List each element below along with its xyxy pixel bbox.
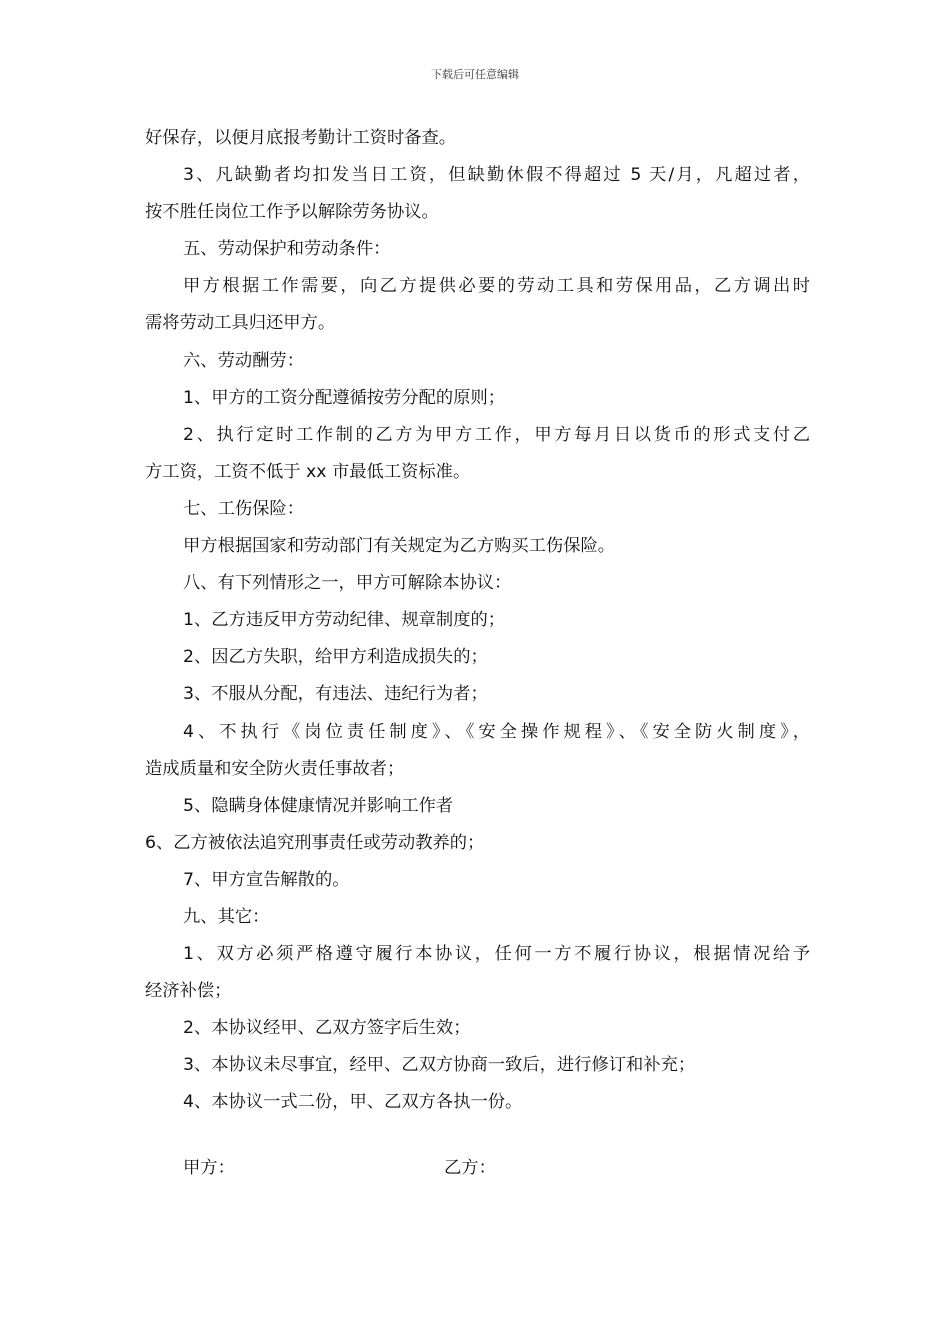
paragraph-line: 甲方根据国家和劳动部门有关规定为乙方购买工伤保险。	[183, 536, 616, 557]
paragraph-line: 甲方根据工作需要，向乙方提供必要的劳动工具和劳保用品，乙方调出时	[183, 276, 810, 297]
paragraph-line: 经济补偿；	[145, 981, 232, 1002]
section-heading: 六、劳动酬劳：	[183, 350, 304, 371]
paragraph-line: 7、甲方宣告解散的。	[183, 869, 350, 890]
paragraph-line: 3、不服从分配，有违法、违纪行为者；	[183, 684, 488, 705]
paragraph-line: 2、因乙方失职，给甲方利造成损失的；	[183, 647, 488, 668]
signature-block	[183, 1153, 783, 1183]
paragraph-line: 2、本协议经甲、乙双方签字后生效；	[183, 1018, 471, 1039]
page-header: 下载后可任意编辑	[431, 68, 519, 81]
paragraph-line: 3、凡缺勤者均扣发当日工资，但缺勤休假不得超过 5 天/月，凡超过者，	[183, 165, 810, 186]
paragraph-line: 1、甲方的工资分配遵循按劳分配的原则；	[183, 387, 506, 408]
paragraph-line: 6、乙方被依法追究刑事责任或劳动教养的；	[145, 832, 485, 853]
paragraph-line: 好保存，以便月底报考勤计工资时备查。	[145, 128, 457, 148]
party-b-signature-label: 乙方：	[444, 1158, 496, 1178]
document-body	[145, 120, 810, 1122]
section-heading: 五、劳动保护和劳动条件：	[183, 239, 391, 260]
paragraph-line: 按不胜任岗位工作予以解除劳务协议。	[145, 202, 439, 223]
section-heading: 八、有下列情形之一，甲方可解除本协议：	[183, 573, 512, 594]
paragraph-line: 2、执行定时工作制的乙方为甲方工作，甲方每月日以货币的形式支付乙	[183, 424, 810, 445]
paragraph-line: 方工资，工资不低于 xx 市最低工资标准。	[145, 461, 471, 482]
paragraph-line: 4、本协议一式二份，甲、乙双方各执一份。	[183, 1092, 523, 1113]
party-a-signature-label: 甲方：	[183, 1158, 235, 1178]
paragraph-line: 1、双方必须严格遵守履行本协议，任何一方不履行协议，根据情况给予	[183, 944, 810, 965]
paragraph-line: 4、不执行《岗位责任制度》、《安全操作规程》、《安全防火制度》，	[183, 721, 810, 742]
paragraph-line: 5、隐瞒身体健康情况并影响工作者	[183, 795, 454, 816]
section-heading: 九、其它：	[183, 906, 270, 927]
paragraph-line: 3、本协议未尽事宜，经甲、乙双方协商一致后，进行修订和补充；	[183, 1055, 696, 1076]
paragraph-line: 1、乙方违反甲方劳动纪律、规章制度的；	[183, 610, 506, 631]
section-heading: 七、工伤保险：	[183, 498, 304, 519]
paragraph-line: 造成质量和安全防火责任事故者；	[145, 758, 405, 779]
paragraph-line: 需将劳动工具归还甲方。	[145, 313, 336, 334]
